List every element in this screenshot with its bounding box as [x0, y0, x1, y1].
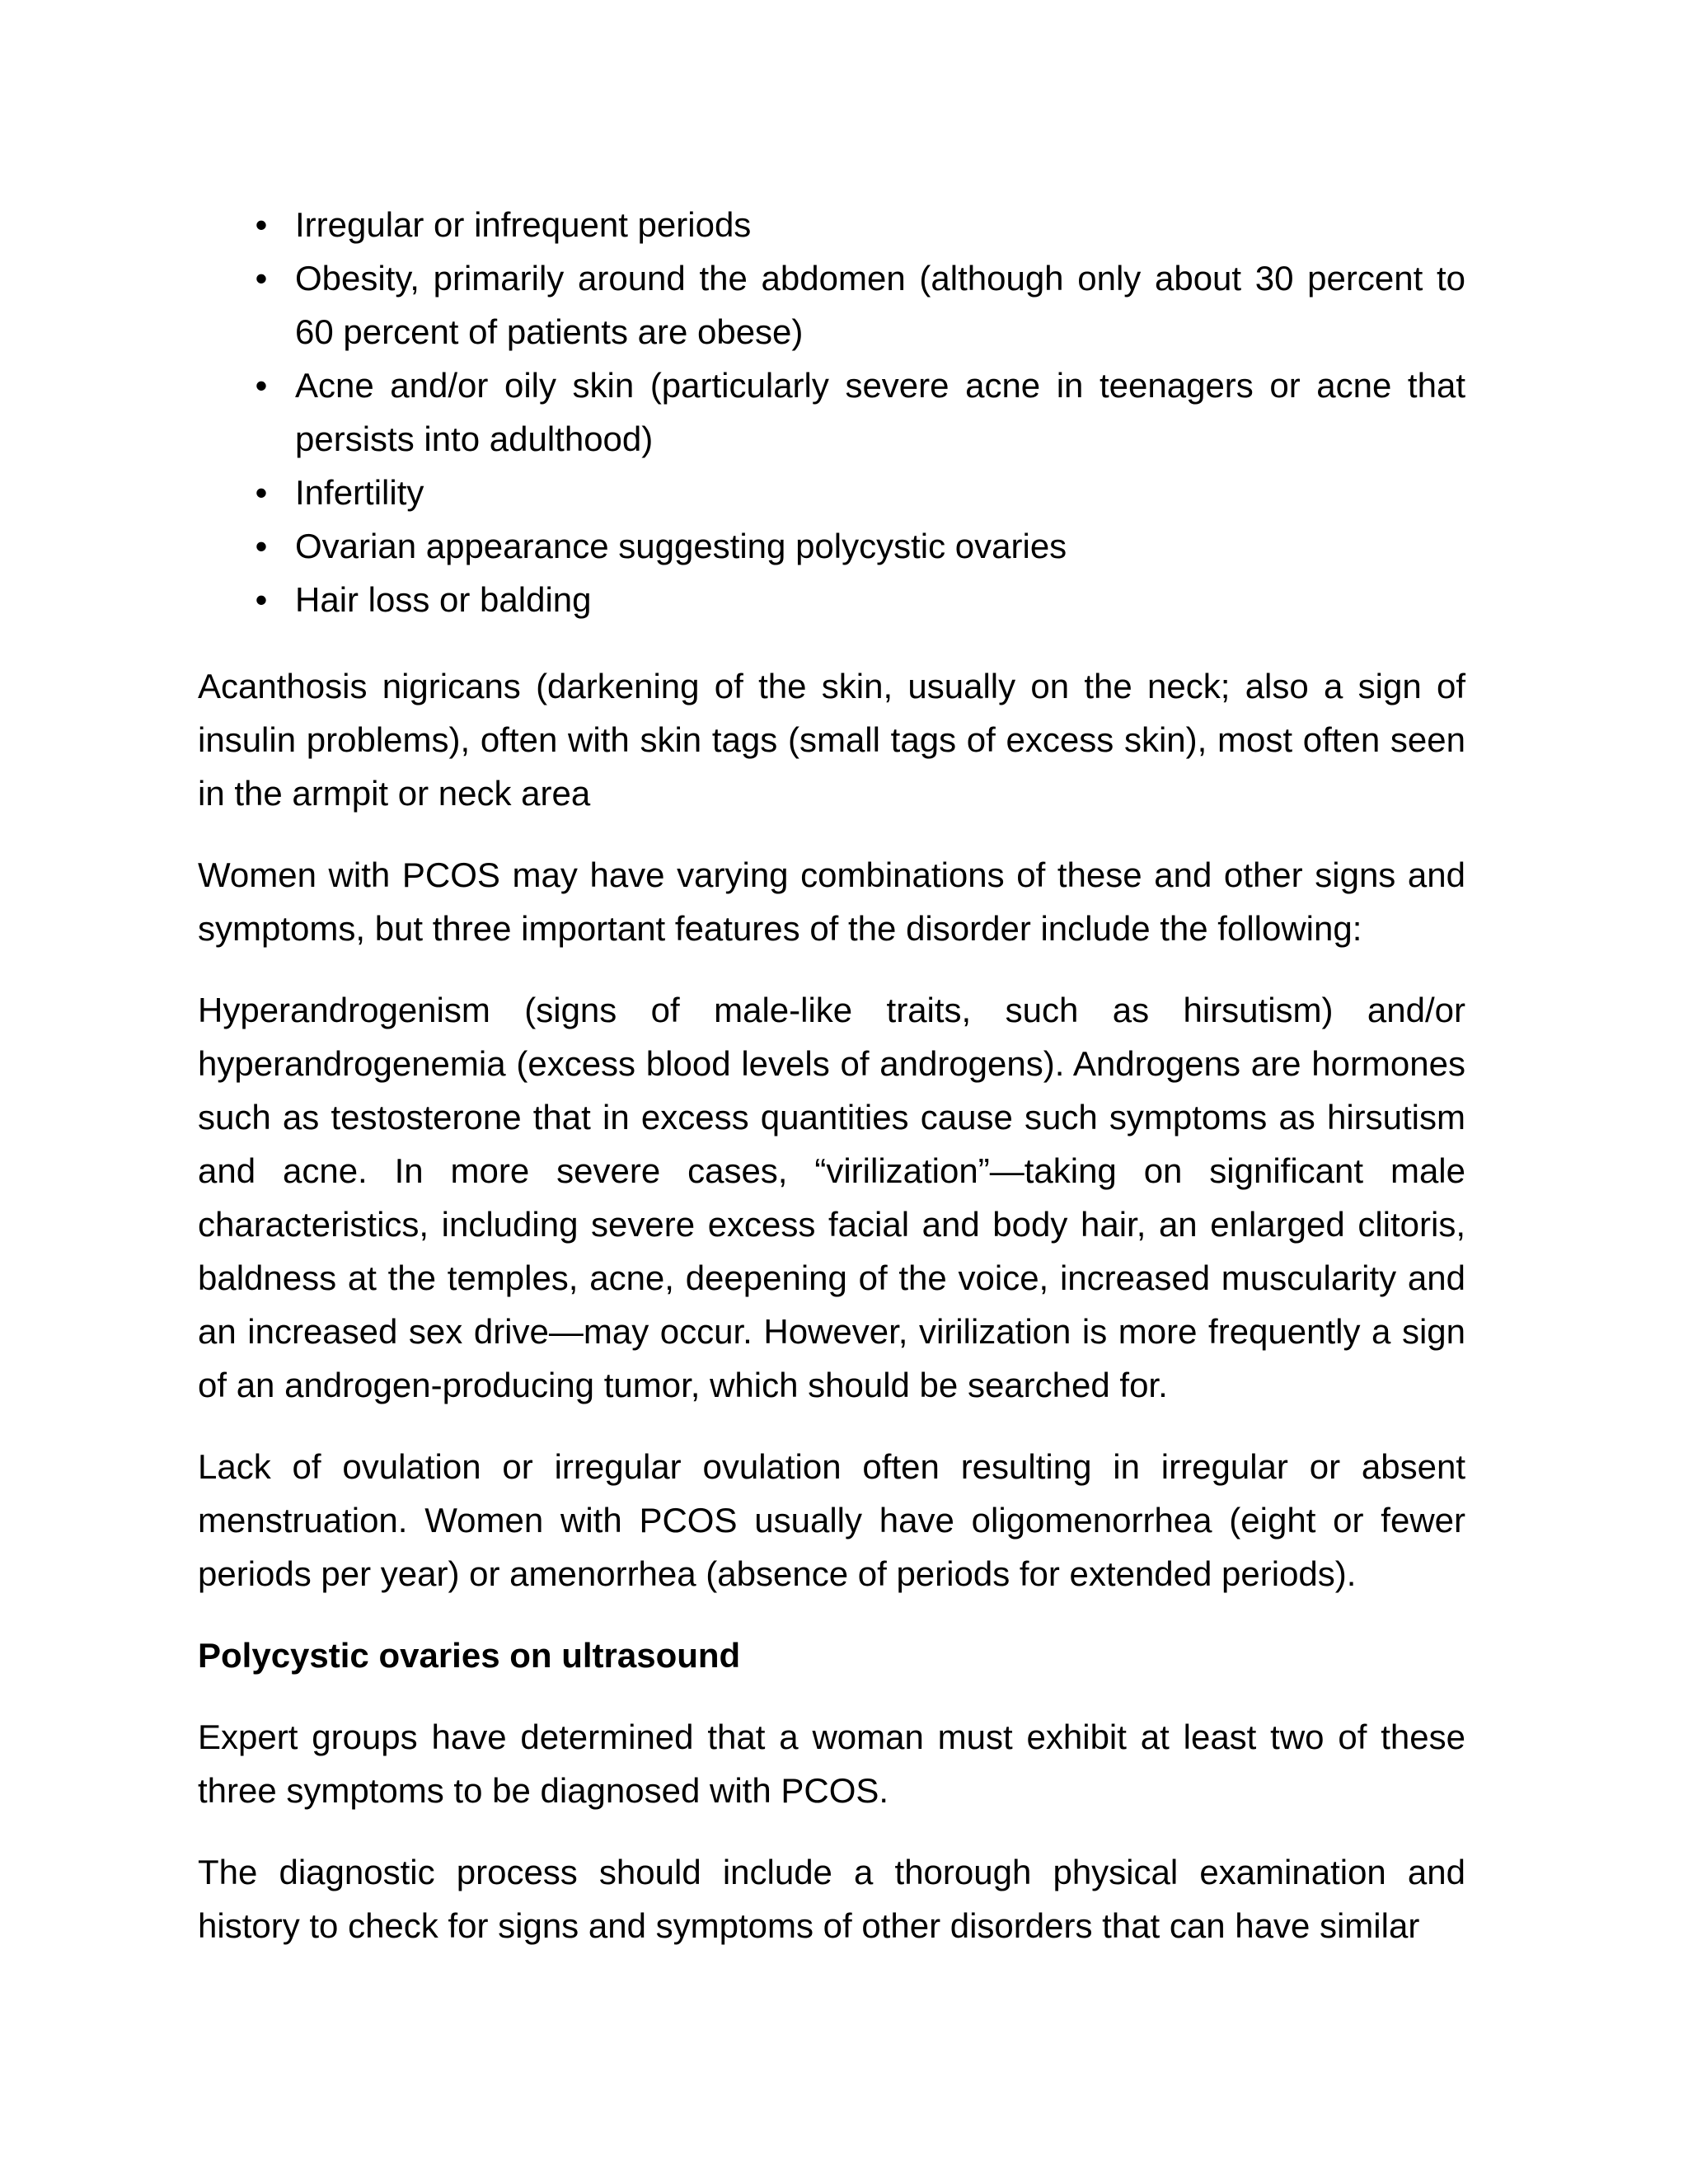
hyperandrogenism-paragraph: Hyperandrogenism (signs of male-like traits, such as hirsutism) and/or hyperandrogenemia (excess blood levels of androgens). Androgens are hormones such as testosterone that in excess quantities cause such symptoms as hirsutism and acne. In more severe cases, “virilization”—taking on significant male characteristics, including severe excess facial and body hair, an enlarged clitoris, baldness at the temples, acne, deepening of the voice, increased muscularity and an increased sex drive—may occur. However, virilization is more frequently a sign of an androgen-producing tumor, which should be searched for.: [198, 991, 1465, 1404]
symptom-list: [198, 198, 1465, 626]
diagnostic-paragraph: The diagnostic process should include a thorough physical examination and history to check for signs and symptoms of other disorders that can have similar: [198, 1853, 1465, 1945]
list-item-text: Hair loss or balding: [295, 580, 592, 619]
bullet-icon: •: [255, 527, 268, 565]
bullet-icon: •: [255, 580, 268, 619]
ultrasound-heading: Polycystic ovaries on ultrasound: [198, 1636, 741, 1675]
bullet-icon: •: [255, 473, 268, 512]
list-item: [198, 359, 1465, 466]
combinations-paragraph: Women with PCOS may have varying combinations of these and other signs and symptoms, but three important features of the disorder include the following:: [198, 855, 1465, 948]
expert-groups-paragraph: Expert groups have determined that a woman must exhibit at least two of these three symptoms to be diagnosed with PCOS.: [198, 1718, 1465, 1810]
ovulation-paragraph: Lack of ovulation or irregular ovulation often resulting in irregular or absent menstruation. Women with PCOS usually have oligomenorrhea (eight or fewer periods per year) or amenorrhea (absence of periods for extended periods).: [198, 1447, 1465, 1593]
list-item-text: Acne and/or oily skin (particularly severe acne in teenagers or acne that persists into adulthood): [295, 366, 1465, 458]
document-page: [198, 198, 1465, 1980]
bullet-icon: •: [255, 366, 268, 405]
list-item: [198, 573, 1465, 626]
list-item-text: Obesity, primarily around the abdomen (although only about 30 percent to 60 percent of patients are obese): [295, 259, 1465, 351]
list-item: [198, 198, 1465, 251]
list-item: [198, 466, 1465, 519]
list-item: [198, 519, 1465, 573]
list-item-text: Infertility: [295, 473, 424, 512]
list-item-text: Irregular or infrequent periods: [295, 205, 752, 244]
bullet-icon: •: [255, 205, 268, 244]
list-item-text: Ovarian appearance suggesting polycystic ovaries: [295, 527, 1067, 565]
bullet-icon: •: [255, 259, 268, 298]
list-item: [198, 251, 1465, 359]
acanthosis-paragraph: Acanthosis nigricans (darkening of the skin, usually on the neck; also a sign of insulin problems), often with skin tags (small tags of excess skin), most often seen in the armpit or neck area: [198, 667, 1465, 813]
